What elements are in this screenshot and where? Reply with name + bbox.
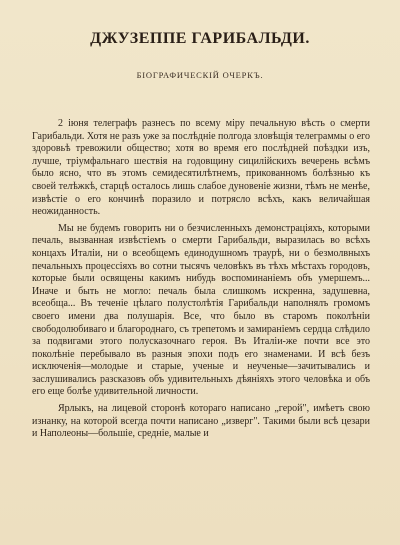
article-body: [32, 118, 370, 441]
page-subtitle: БІОГРАФИЧЕСКІЙ ОЧЕРКЪ.: [136, 70, 264, 80]
paragraph: 2 іюня телеграфъ разнесъ по всему міру печальную вѣсть о смерти Гарибальди. Хотя не разъ уже за послѣдніе полгода зловѣщія телеграммы о его здоровьѣ тревожили общество; хотя во время его послѣдней поѣздки изъ, лучше, тріумфальнаго шествія на годовщину сицилійскихъ вечерень всѣмъ было ясно, что въ этомъ семидесятилѣтнемъ, прикованномъ болѣзнью къ своей телѣжкѣ, старцѣ осталось лишь слабое дуновеніе жизни, тѣмъ не менѣе, извѣстіе о его кончинѣ поразило и потрясло всѣхъ, какъ величайшая неожиданность.: [32, 118, 370, 218]
page-title: ДЖУЗЕППЕ ГАРИБАЛЬДИ.: [90, 30, 310, 47]
paragraph: Ярлыкъ, на лицевой сторонѣ котораго написано „герой", имѣетъ свою изнанку, на которой всегда почти написано „изверг". Такими были всѣ цезари и Наполеоны—большіе, средніе, малые и: [32, 403, 370, 440]
paragraph: Мы не будемъ говорить ни о безчисленныхъ демонстраціяхъ, которыми печаль, вызванная извѣстіемъ о смерти Гарибальди, выразилась во всѣхъ концахъ Италіи, ни о всеобщемъ единодушномъ траурѣ, ни о безмолвныхъ печальныхъ процессіяхъ во сотни тысячъ человѣкъ въ тѣхъ мѣстахъ городовъ, которые были освящены какимъ нибудь воспоминаніемъ объ умершемъ... Иначе и быть не могло: печаль была слишкомъ искренна, задушевна, всеобща... Въ теченіе цѣлаго полустолѣтія Гарибальди наполнялъ громомъ своего имени два полушарія. Все, что было въ старомъ поколѣніи свободолюбиваго и благороднаго, съ трепетомъ и замираніемъ сердца слѣдило за подвигами этого полусказочнаго героя. Въ Италіи-же почти все это поколѣніе перебывало въ разныя эпохи подъ его знаменами. И всѣ безъ исключенія—молодые и старые, ученые и неученые—зачитывались и заслушивались разсказовъ объ удивительныхъ дѣяніяхъ этого человѣка и объ его еще болѣе удивительной личности.: [32, 222, 370, 398]
